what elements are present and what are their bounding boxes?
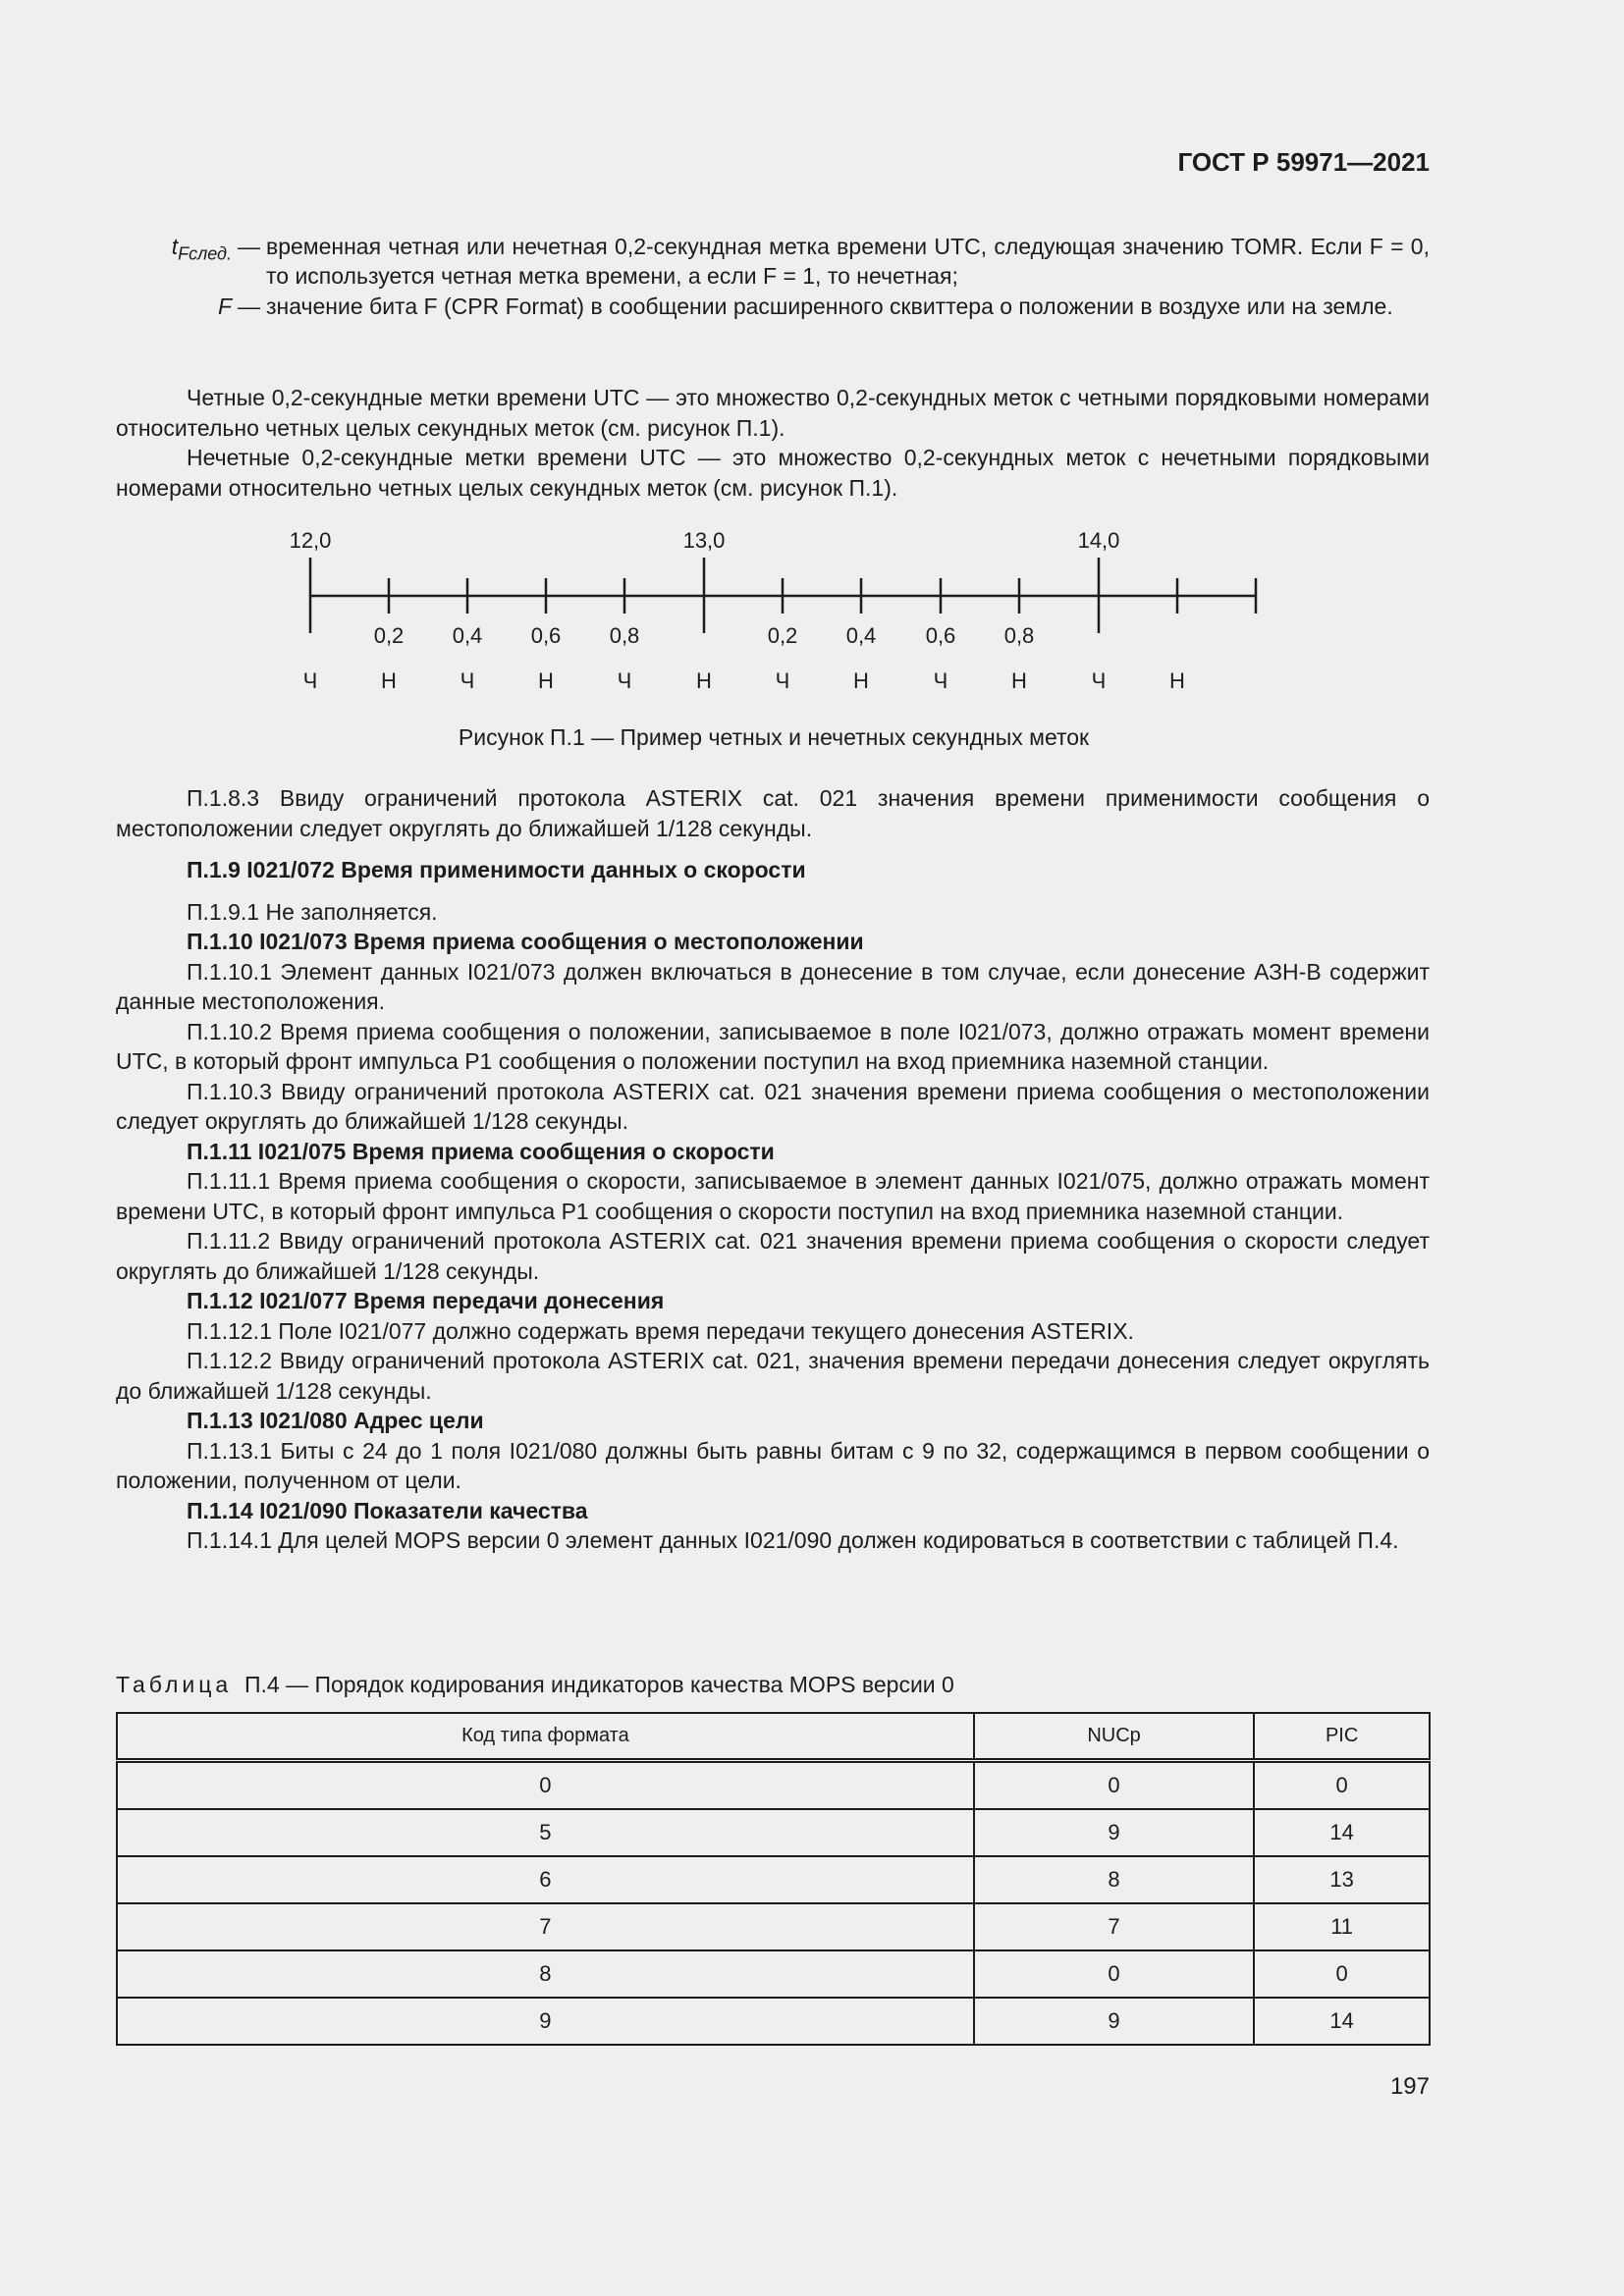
paragraph: П.1.12.2 Ввиду ограничений протокола ASTERIX cat. 021, значения времени передачи донесения следует округлять до ближайшей 1/128 секунды. [116, 1348, 1430, 1404]
paragraph-even-marks: Четные 0,2-секундные метки времени UTC — это множество 0,2-секундных меток с четными порядковыми номерами относительно четных целых секундных меток (см. рисунок П.1). [116, 385, 1430, 441]
table-header-row [117, 1713, 1430, 1761]
minor-label: 0,8 [609, 623, 640, 648]
definition-text: значение бита F (CPR Format) в сообщении расширенного сквиттера о положении в воздухе или на земле. [266, 294, 1393, 319]
definition-symbol: $t_{Fслед.}$ [171, 234, 232, 264]
minor-label: 0,4 [845, 623, 877, 648]
paragraph: П.1.8.3 Ввиду ограничений протокола ASTERIX cat. 021 значения времени применимости сообщения о местоположении следует округлять до ближайшей 1/128 секунды. [116, 785, 1430, 841]
paragraph: П.1.10.3 Ввиду ограничений протокола ASTERIX cat. 021 значения времени приема сообщения о местоположении следует округлять до ближайшей 1/128 секунды. [116, 1078, 1430, 1134]
parity-label: Н [696, 668, 712, 693]
paragraph: П.1.13.1 Биты с 24 до 1 поля I021/080 должны быть равны битам с 9 по 32, содержащимся в первом сообщении о положении, полученном от цели. [116, 1437, 1430, 1493]
major-label: 12,0 [289, 528, 332, 553]
parity-label: Н [381, 668, 397, 693]
time-marks-diagram [0, 0, 1624, 717]
figure-caption: Рисунок П.1 — Пример четных и нечетных секундных меток [458, 724, 1090, 750]
table-cell: 8 [974, 1856, 1254, 1903]
table-row [117, 1856, 1430, 1903]
sections-body [116, 783, 1430, 1556]
parity-label: Н [1011, 668, 1027, 693]
table-row [117, 1998, 1430, 2045]
paragraph: П.1.11.1 Время приема сообщения о скорости, записываемое в элемент данных I021/075, должно отражать момент времени UTC, в который фронт импульса P1 сообщения о скорости поступил на вход приемника наземной станции. [116, 1168, 1430, 1224]
definition-symbol: F [217, 294, 232, 319]
table-cell: 14 [1254, 1998, 1430, 2045]
table-cell: 5 [117, 1809, 974, 1856]
minor-label: 0,6 [530, 623, 562, 648]
section-heading: П.1.14 I021/090 Показатели качества [187, 1497, 588, 1523]
table-cell: 9 [117, 1998, 974, 2045]
table-cell: 0 [1254, 1761, 1430, 1810]
parity-label: Н [853, 668, 869, 693]
definition-dash: — [238, 234, 260, 259]
section-heading: П.1.10 I021/073 Время приема сообщения о местоположении [187, 929, 864, 954]
major-label: 14,0 [1077, 528, 1120, 553]
table-row [117, 1903, 1430, 1950]
table-cell: 14 [1254, 1809, 1430, 1856]
parity-label: Н [538, 668, 554, 693]
table-cell: 9 [974, 1809, 1254, 1856]
parity-label: Ч [460, 668, 475, 693]
parity-label: Н [1169, 668, 1185, 693]
table-cell: 13 [1254, 1856, 1430, 1903]
table-cell: 11 [1254, 1903, 1430, 1950]
parity-label: Ч [775, 668, 790, 693]
table-title: Таблица П.4 — Порядок кодирования индикаторов качества MOPS версии 0 [116, 1672, 954, 1697]
section-heading: П.1.11 I021/075 Время приема сообщения о скорости [187, 1138, 775, 1164]
table-cell: 7 [117, 1903, 974, 1950]
table-cell: 7 [974, 1903, 1254, 1950]
table-cell: 0 [974, 1950, 1254, 1998]
minor-label: 0,8 [1003, 623, 1035, 648]
section-heading: П.1.13 I021/080 Адрес цели [187, 1408, 484, 1433]
table-cell: 6 [117, 1856, 974, 1903]
paragraph: П.1.9.1 Не заполняется. [187, 898, 438, 925]
mops-quality-table [116, 1712, 1431, 2046]
paragraph: П.1.10.1 Элемент данных I021/073 должен включаться в донесение в том случае, если донесение АЗН-В содержит данные местоположения. [116, 958, 1430, 1014]
minor-label: 0,4 [452, 623, 483, 648]
minor-label: 0,2 [373, 623, 405, 648]
table-cell: 0 [974, 1761, 1254, 1810]
definition-dash: — [238, 294, 260, 319]
table-row [117, 1950, 1430, 1998]
parity-label: Ч [302, 668, 318, 693]
parity-label: Ч [617, 668, 632, 693]
table-cell: 0 [1254, 1950, 1430, 1998]
paragraph: П.1.12.1 Поле I021/077 должно содержать время передачи текущего донесения ASTERIX. [187, 1317, 1134, 1344]
page-number: 197 [1389, 2073, 1430, 2100]
table-cell: 8 [117, 1950, 974, 1998]
definition-text: временная четная или нечетная 0,2-секундная метка времени UTC, следующая значению TOMR. Если F = 0, то используется четная метка времени, а если F = 1, то нечетная; [266, 234, 1430, 289]
column-header: PIC [1254, 1713, 1430, 1761]
column-header: NUCp [974, 1713, 1254, 1761]
minor-label: 0,2 [767, 623, 798, 648]
paragraph: П.1.11.2 Ввиду ограничений протокола ASTERIX cat. 021 значения времени приема сообщения о скорости следует округлять до ближайшей 1/128 секунды. [116, 1228, 1430, 1284]
table-row [117, 1761, 1430, 1810]
table-cell: 9 [974, 1998, 1254, 2045]
table-cell: 0 [117, 1761, 974, 1810]
parity-label: Ч [933, 668, 948, 693]
minor-label: 0,6 [925, 623, 956, 648]
column-header: Код типа формата [117, 1713, 974, 1761]
section-heading: П.1.12 I021/077 Время передачи донесения [187, 1288, 665, 1313]
major-label: 13,0 [682, 528, 726, 553]
paragraph: П.1.14.1 Для целей MOPS версии 0 элемент данных I021/090 должен кодироваться в соответствии с таблицей П.4. [187, 1527, 1399, 1553]
paragraph-odd-marks: Нечетные 0,2-секундные метки времени UTC — это множество 0,2-секундных меток с нечетными порядковыми номерами относительно четных целых секундных меток (см. рисунок П.1). [116, 445, 1430, 501]
document-id: ГОСТ Р 59971—2021 [1177, 147, 1430, 177]
paragraph: П.1.10.2 Время приема сообщения о положении, записываемое в поле I021/073, должно отражать момент времени UTC, в который фронт импульса P1 сообщения о положении поступил на вход приемника наземной станции. [116, 1018, 1430, 1074]
table-row [117, 1809, 1430, 1856]
section-heading: П.1.9 I021/072 Время применимости данных о скорости [187, 857, 806, 882]
parity-label: Ч [1091, 668, 1107, 693]
